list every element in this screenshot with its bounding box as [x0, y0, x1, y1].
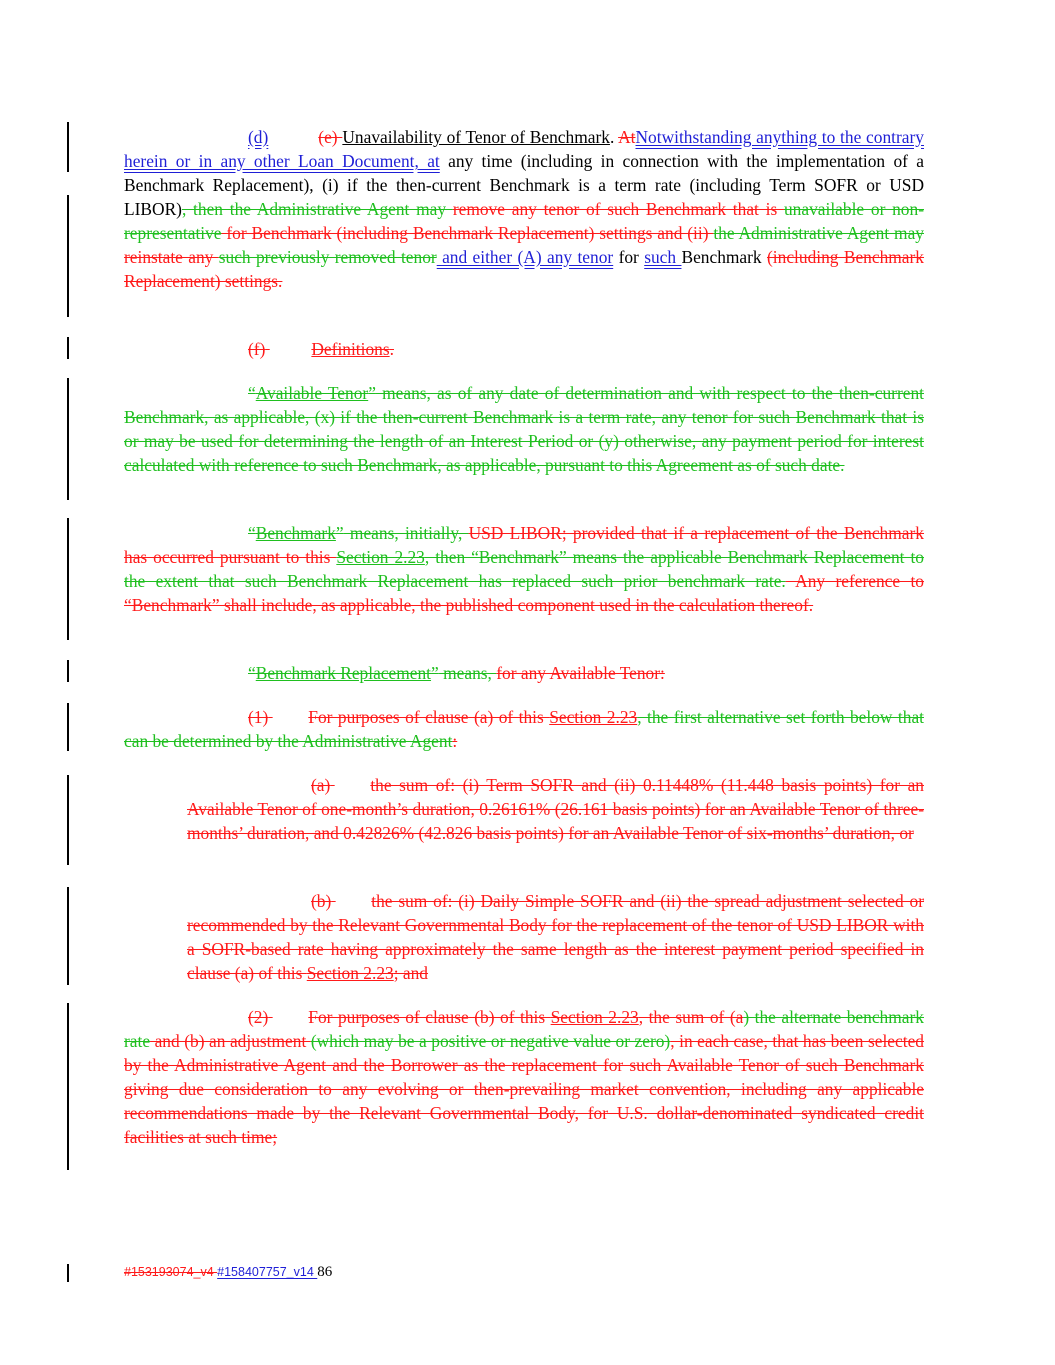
paragraph-f-definitions [124, 337, 924, 361]
defined-term: Benchmark Replacement [255, 663, 432, 683]
deleted-moved-text: (which may be a positive or negative value or zero) [310, 1031, 671, 1051]
change-bar [67, 195, 69, 317]
change-bar [67, 378, 69, 500]
quote-close: ” [431, 663, 439, 683]
clause-1a [187, 773, 924, 845]
deleted-text: : [452, 731, 458, 751]
quote-open: “ [248, 663, 256, 683]
heading-period: . [609, 127, 619, 147]
inserted-text: and either (A) any tenor [436, 247, 614, 267]
quote-open: “ [248, 383, 256, 403]
label-d-inserted: (d) [248, 127, 269, 147]
change-bar [67, 1003, 69, 1170]
change-bar [67, 703, 69, 751]
clause-2 [124, 1005, 924, 1149]
deleted-text: For purposes of clause (a) of this [308, 707, 550, 727]
change-bar [67, 122, 69, 172]
tab-deleted [331, 889, 371, 913]
tab-deleted [265, 337, 311, 361]
label-e-deleted: (e) [318, 127, 343, 147]
deleted-moved-text: means, [438, 663, 497, 683]
section-heading: Unavailability of Tenor of Benchmark [342, 127, 610, 147]
definition-benchmark [124, 521, 924, 617]
deleted-text: for any Available Tenor: [496, 663, 665, 683]
defined-term: Available Tenor [255, 383, 369, 403]
inserted-document-id: #158407757_v14 [217, 1265, 318, 1279]
clause-1 [124, 705, 924, 753]
clause-label: (1) [248, 707, 269, 727]
deleted-text: reinstate any [124, 247, 219, 267]
page-footer [124, 1264, 332, 1281]
clause-label: (a) [311, 775, 331, 795]
deleted-moved-text: ) the alternate benchmark rate [124, 1007, 924, 1051]
section-reference: Section 2.23 [306, 963, 394, 983]
clause-label: (2) [248, 1007, 269, 1027]
deleted-moved-text: , then “Benchmark” means the applicable Benchmark Replacement to the extent that such Benchmark Replacement has replaced such prior benchmark rate. [124, 547, 924, 591]
deleted-text: Any reference to “Benchmark” shall include, as applicable, the published component used in the calculation thereof. [124, 571, 924, 615]
deleted-moved-text: such previously removed tenor [218, 247, 437, 267]
quote-close: ” [335, 523, 344, 543]
deleted-moved-text: the Administrative Agent may [713, 223, 924, 243]
tab-deleted [330, 773, 370, 797]
change-bar [67, 887, 69, 985]
deleted-text: ; and [393, 963, 429, 983]
quote-close: ” [368, 383, 376, 403]
deleted-text: remove any tenor of such Benchmark that is [452, 199, 784, 219]
change-bar [67, 1264, 69, 1282]
section-reference: Section 2.23 [549, 707, 638, 727]
defined-term: Benchmark [255, 523, 336, 543]
section-reference: Section 2.23 [550, 1007, 639, 1027]
change-bar [67, 337, 69, 359]
body-text: for [613, 247, 645, 267]
tab-deleted [268, 1005, 308, 1029]
body-text: Benchmark [681, 247, 767, 267]
deleted-moved-text: , then the Administrative Agent may [181, 199, 453, 219]
deleted-text: , the sum of (a [638, 1007, 744, 1027]
definitions-heading: Definitions [311, 339, 390, 359]
inserted-text: Notwithstanding anything to the contrary herein or in any other Loan Document, at [124, 127, 924, 171]
deleted-text: the sum of: (i) Term SOFR and (ii) 0.11448% (11.448 basis points) for an Available Tenor of one-month’s duration, 0.26161% (26.161 basis points) for an Available Tenor of three-months’ duration, and 0.42826% (42.826 basis points) for an Available Tenor of six-months’ duration, or [187, 775, 924, 843]
clause-1b [187, 889, 924, 985]
definition-body: means, as of any date of determination and with respect to the then-current Benchmark, as applicable, (x) if the then-current Benchmark is a term rate, any tenor for such Benchmark that is or may be used for determining the length of an Interest Period or (y) otherwise, any payment period for interest calculated with reference to such Benchmark, as applicable, pursuant to this Agreement as of such date. [124, 383, 924, 475]
deleted-text: At [618, 127, 636, 147]
change-bar [67, 775, 69, 865]
deleted-text: USD LIBOR; provided that if a replacement of the Benchmark has occurred pursuant to this [124, 523, 924, 567]
paragraph-d-unavailability-of-tenor [124, 125, 924, 293]
change-bar [67, 660, 69, 682]
deleted-moved-text: unavailable or non-representative [124, 199, 924, 243]
deleted-text: (including Benchmark Replacement) settings. [124, 247, 925, 291]
heading-period: . [389, 339, 394, 359]
deleted-text: For purposes of clause (b) of this [308, 1007, 551, 1027]
change-bar [67, 518, 69, 640]
deleted-text: the sum of: (i) Daily Simple SOFR and (ii) the spread adjustment selected or recommended by the Relevant Governmental Body for the replacement of the tenor of USD LIBOR with a SOFR-based rate having approximately the same length as the interest payment period specified in clause (a) of this [187, 891, 924, 983]
inserted-text: such [644, 247, 682, 267]
section-reference: Section 2.23 [336, 547, 425, 567]
definition-benchmark-replacement [124, 661, 924, 685]
tab-deleted [268, 705, 308, 729]
deleted-moved-text: , the first alternative set forth below that can be determined by the Administrative Agent [124, 707, 924, 751]
body-text: any time (including in connection with the implementation of a Benchmark Replacement), (i) if the then-current Benchmark is a term rate (including Term SOFR or USD LIBOR) [124, 151, 925, 219]
deleted-document-id: #153193074_v4 [124, 1265, 218, 1279]
quote-open: “ [248, 523, 256, 543]
definition-available-tenor [124, 381, 924, 477]
label-f-deleted: (f) [248, 339, 266, 359]
deleted-text: for Benchmark (including Benchmark Replacement) settings and (ii) [221, 223, 714, 243]
clause-label: (b) [311, 891, 332, 911]
deleted-text: and (b) an adjustment [150, 1031, 311, 1051]
deleted-text: , in each case, that has been selected by the Administrative Agent and the Borrower as the replacement for such Available Tenor of such Benchmark giving due consideration to any evolving or then-prevailing market convention, including any applicable recommendations made by the Relevant Governmental Body, for U.S. dollar-denominated syndicated credit facilities at such time; [124, 1031, 924, 1147]
page-number: 86 [317, 1264, 333, 1280]
deleted-moved-text: means, initially, [343, 523, 469, 543]
